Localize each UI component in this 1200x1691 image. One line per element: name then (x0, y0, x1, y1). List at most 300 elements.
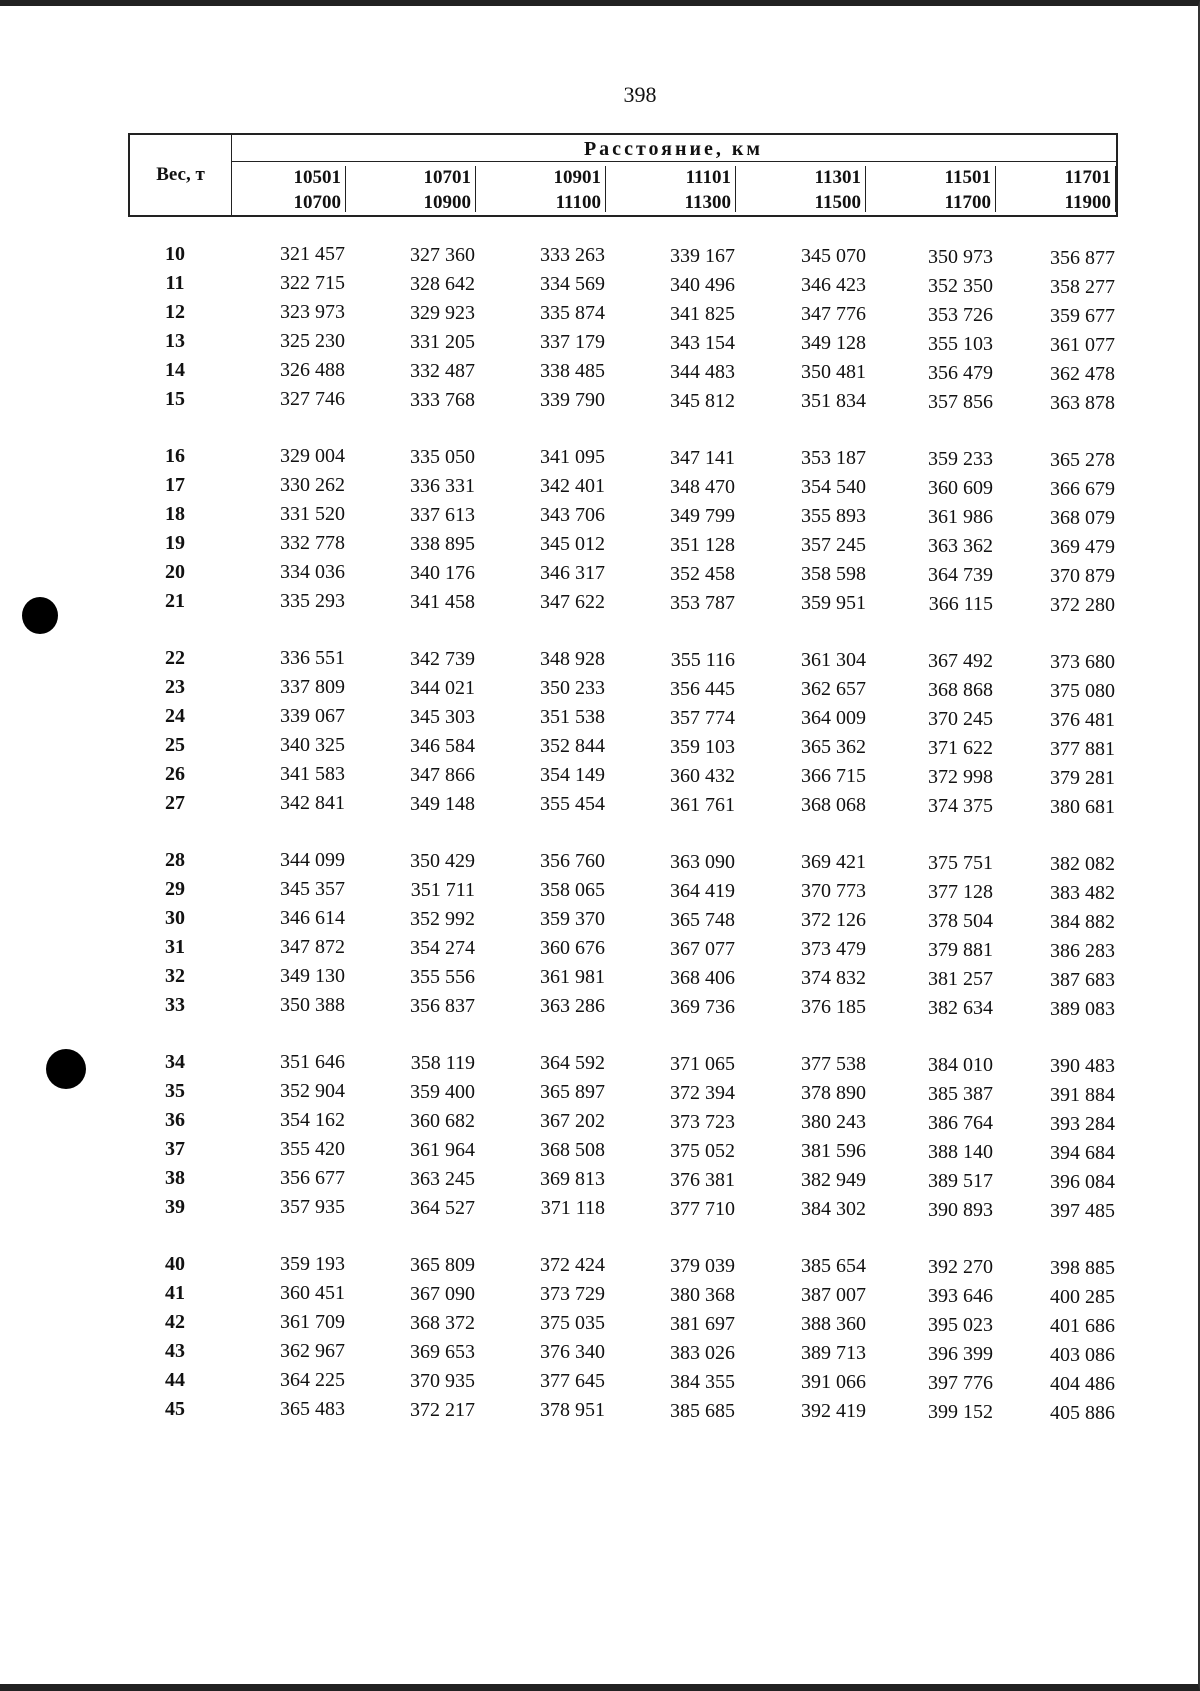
price-cell: 344 099 (280, 849, 345, 871)
price-cell: 341 095 (540, 446, 605, 469)
weight-cell: 25 (165, 734, 185, 756)
table-row (0, 388, 1200, 416)
price-cell: 363 362 (928, 535, 993, 557)
price-cell: 372 998 (928, 766, 993, 788)
price-cell: 367 202 (540, 1110, 605, 1133)
price-cell: 392 270 (928, 1256, 993, 1278)
table-row (0, 445, 1200, 473)
price-cell: 375 052 (670, 1139, 735, 1162)
price-cell: 364 225 (280, 1369, 345, 1391)
price-cell: 356 837 (410, 994, 475, 1017)
price-cell: 348 470 (670, 475, 735, 498)
price-cell: 323 973 (280, 301, 345, 323)
weight-cell: 21 (165, 590, 185, 612)
price-cell: 337 809 (280, 676, 345, 698)
weight-cell: 33 (165, 994, 185, 1016)
price-cell: 329 923 (410, 301, 475, 324)
price-cell: 367 492 (928, 650, 993, 672)
price-cell: 380 243 (801, 1111, 866, 1134)
price-cell: 342 841 (280, 792, 345, 814)
price-cell: 389 713 (801, 1342, 866, 1365)
distance-to: 11500 (814, 192, 861, 213)
price-cell: 356 479 (928, 362, 993, 384)
weight-cell: 39 (165, 1196, 185, 1218)
price-cell: 335 874 (540, 302, 605, 325)
price-cell: 327 746 (280, 388, 345, 410)
header-divider (231, 161, 1116, 162)
price-cell: 356 877 (1050, 246, 1115, 269)
price-cell: 368 406 (670, 966, 735, 989)
price-cell: 358 277 (1050, 275, 1115, 298)
price-cell: 383 026 (670, 1341, 735, 1364)
price-cell: 382 082 (1050, 852, 1115, 875)
price-cell: 384 302 (801, 1198, 866, 1221)
price-cell: 361 981 (540, 966, 605, 989)
table-row (0, 474, 1200, 502)
price-cell: 366 715 (801, 765, 866, 788)
price-cell: 372 126 (801, 909, 866, 932)
price-cell: 372 424 (540, 1254, 605, 1277)
price-cell: 364 419 (670, 879, 735, 902)
distance-from: 11501 (944, 167, 991, 188)
weight-cell: 35 (165, 1080, 185, 1102)
price-cell: 383 482 (1050, 881, 1115, 904)
price-cell: 376 340 (540, 1341, 605, 1364)
price-cell: 350 429 (410, 849, 475, 872)
table-row (0, 1282, 1200, 1310)
price-cell: 404 486 (1050, 1372, 1115, 1395)
price-cell: 397 485 (1050, 1199, 1115, 1222)
price-cell: 372 217 (410, 1398, 475, 1421)
distance-to: 10700 (293, 192, 341, 213)
weight-cell: 16 (165, 445, 185, 467)
distance-from: 11101 (685, 167, 731, 188)
weight-cell: 27 (165, 792, 185, 814)
price-cell: 352 904 (280, 1080, 345, 1102)
price-cell: 363 286 (540, 995, 605, 1018)
weight-cell: 13 (165, 330, 185, 352)
price-cell: 359 193 (280, 1253, 345, 1275)
price-cell: 349 128 (801, 332, 866, 355)
price-cell: 336 331 (410, 474, 475, 497)
price-cell: 397 776 (928, 1372, 993, 1394)
price-cell: 346 584 (410, 734, 475, 757)
price-cell: 379 281 (1050, 766, 1115, 789)
price-cell: 360 676 (540, 937, 605, 960)
price-cell: 347 776 (801, 303, 866, 326)
price-cell: 354 274 (410, 936, 475, 959)
price-cell: 381 596 (801, 1140, 866, 1163)
price-cell: 364 739 (928, 564, 993, 586)
price-cell: 357 856 (928, 391, 993, 413)
price-cell: 372 280 (1050, 593, 1115, 616)
price-cell: 360 432 (670, 764, 735, 787)
price-cell: 354 162 (280, 1109, 345, 1131)
table-row (0, 878, 1200, 906)
price-cell: 351 711 (410, 878, 475, 901)
price-cell: 391 884 (1050, 1083, 1115, 1106)
price-cell: 347 141 (670, 446, 735, 469)
price-cell: 333 263 (540, 244, 605, 267)
weight-cell: 34 (165, 1051, 185, 1073)
price-cell: 345 012 (540, 533, 605, 556)
price-cell: 368 079 (1050, 506, 1115, 529)
price-cell: 374 832 (801, 967, 866, 990)
price-cell: 377 538 (801, 1053, 866, 1076)
price-cell: 350 973 (928, 246, 993, 268)
price-cell: 368 508 (540, 1139, 605, 1162)
price-cell: 339 167 (670, 244, 735, 267)
price-cell: 338 895 (410, 532, 475, 555)
table-row (0, 1138, 1200, 1166)
price-cell: 377 645 (540, 1370, 605, 1393)
price-cell: 337 179 (540, 331, 605, 354)
price-cell: 354 149 (540, 764, 605, 787)
price-cell: 325 230 (280, 330, 345, 352)
price-cell: 388 140 (928, 1141, 993, 1163)
column-divider (475, 166, 476, 212)
price-cell: 378 504 (928, 910, 993, 932)
weight-cell: 28 (165, 849, 185, 871)
price-cell: 364 009 (801, 707, 866, 730)
weight-cell: 29 (165, 878, 185, 900)
price-cell: 359 677 (1050, 304, 1115, 327)
price-cell: 351 538 (540, 706, 605, 729)
price-cell: 362 657 (801, 678, 866, 701)
price-cell: 389 083 (1050, 997, 1115, 1020)
table-row (0, 532, 1200, 560)
price-cell: 358 065 (540, 879, 605, 902)
price-cell: 385 387 (928, 1083, 993, 1105)
page-number: 398 (623, 82, 657, 107)
table-row (0, 849, 1200, 877)
column-divider (605, 166, 606, 212)
price-cell: 364 592 (540, 1052, 605, 1075)
price-cell: 381 697 (670, 1312, 735, 1335)
price-cell: 355 893 (801, 505, 866, 528)
price-cell: 361 077 (1050, 333, 1115, 356)
price-cell: 352 992 (410, 907, 475, 930)
price-cell: 390 893 (928, 1199, 993, 1221)
weight-cell: 10 (165, 243, 185, 265)
price-cell: 348 928 (540, 648, 605, 671)
table-row (0, 734, 1200, 762)
price-cell: 368 372 (410, 1311, 475, 1334)
table-row (0, 1109, 1200, 1137)
table-row (0, 1080, 1200, 1108)
price-cell: 345 812 (670, 389, 735, 412)
price-cell: 352 844 (540, 735, 605, 758)
price-cell: 367 090 (410, 1282, 475, 1305)
weight-column-header: Вес, т (156, 164, 205, 185)
weight-cell: 42 (165, 1311, 185, 1333)
price-cell: 351 128 (670, 533, 735, 556)
price-cell: 351 834 (801, 390, 866, 413)
price-cell: 362 967 (280, 1340, 345, 1362)
price-cell: 385 654 (801, 1255, 866, 1278)
weight-cell: 19 (165, 532, 185, 554)
column-divider (1115, 166, 1116, 212)
table-row (0, 792, 1200, 820)
weight-cell: 24 (165, 705, 185, 727)
table-row (0, 936, 1200, 964)
price-cell: 373 723 (670, 1110, 735, 1133)
price-cell: 327 360 (410, 243, 475, 266)
price-cell: 365 748 (670, 908, 735, 931)
weight-cell: 17 (165, 474, 185, 496)
price-cell: 370 773 (801, 880, 866, 903)
price-cell: 405 886 (1050, 1401, 1115, 1424)
price-cell: 355 420 (280, 1138, 345, 1160)
price-cell: 373 680 (1050, 650, 1115, 673)
price-cell: 346 317 (540, 562, 605, 585)
price-cell: 328 642 (410, 272, 475, 295)
price-cell: 343 706 (540, 504, 605, 527)
column-divider (865, 166, 866, 212)
table-row (0, 1311, 1200, 1339)
weight-cell: 31 (165, 936, 185, 958)
price-cell: 333 768 (410, 388, 475, 411)
price-cell: 346 614 (280, 907, 345, 929)
table-row (0, 994, 1200, 1022)
price-cell: 352 350 (928, 275, 993, 297)
price-cell: 342 401 (540, 475, 605, 498)
price-cell: 335 050 (410, 445, 475, 468)
price-cell: 359 370 (540, 908, 605, 931)
price-cell: 394 684 (1050, 1141, 1115, 1164)
price-cell: 363 245 (410, 1167, 475, 1190)
weight-cell: 20 (165, 561, 185, 583)
table-row (0, 1369, 1200, 1397)
price-cell: 386 764 (928, 1112, 993, 1134)
price-cell: 357 245 (801, 534, 866, 557)
distance-to: 11100 (555, 192, 601, 213)
price-cell: 365 897 (540, 1081, 605, 1104)
price-cell: 363 090 (670, 850, 735, 873)
price-cell: 396 399 (928, 1343, 993, 1365)
price-cell: 361 964 (410, 1138, 475, 1161)
price-cell: 350 388 (280, 994, 345, 1016)
price-cell: 332 487 (410, 359, 475, 382)
price-cell: 380 681 (1050, 795, 1115, 818)
weight-cell: 30 (165, 907, 185, 929)
price-cell: 355 454 (540, 793, 605, 816)
price-cell: 378 951 (540, 1399, 605, 1422)
weight-cell: 12 (165, 301, 185, 323)
price-cell: 359 103 (670, 735, 735, 758)
price-cell: 377 710 (670, 1197, 735, 1220)
price-cell: 373 479 (801, 938, 866, 961)
weight-cell: 15 (165, 388, 185, 410)
price-cell: 385 685 (670, 1399, 735, 1422)
price-cell: 346 423 (801, 274, 866, 297)
price-cell: 375 080 (1050, 679, 1115, 702)
price-cell: 370 935 (410, 1369, 475, 1392)
distance-from: 10701 (423, 167, 471, 188)
price-cell: 399 152 (928, 1401, 993, 1423)
weight-cell: 23 (165, 676, 185, 698)
price-cell: 369 421 (801, 851, 866, 874)
price-cell: 347 866 (410, 763, 475, 786)
distance-column-header (611, 165, 731, 215)
distance-from: 10501 (293, 167, 341, 188)
price-cell: 384 355 (670, 1370, 735, 1393)
weight-cell: 41 (165, 1282, 185, 1304)
price-cell: 340 176 (410, 561, 475, 584)
price-cell: 391 066 (801, 1371, 866, 1394)
price-cell: 369 653 (410, 1340, 475, 1363)
weight-cell: 22 (165, 647, 185, 669)
price-cell: 341 458 (410, 590, 475, 613)
price-cell: 376 381 (670, 1168, 735, 1191)
price-cell: 382 949 (801, 1169, 866, 1192)
price-cell: 371 118 (540, 1197, 605, 1220)
price-cell: 377 128 (928, 881, 993, 903)
weight-cell: 45 (165, 1398, 185, 1420)
price-cell: 349 130 (280, 965, 345, 987)
distance-to: 11900 (1064, 192, 1111, 213)
price-cell: 371 065 (670, 1052, 735, 1075)
price-cell: 393 284 (1050, 1112, 1115, 1135)
price-cell: 403 086 (1050, 1343, 1115, 1366)
price-cell: 361 986 (928, 506, 993, 528)
price-cell: 370 245 (928, 708, 993, 730)
price-cell: 340 496 (670, 273, 735, 296)
weight-cell: 37 (165, 1138, 185, 1160)
price-cell: 341 583 (280, 763, 345, 785)
price-cell: 344 021 (410, 676, 475, 699)
table-row (0, 503, 1200, 531)
price-cell: 384 882 (1050, 910, 1115, 933)
price-cell: 359 400 (410, 1080, 475, 1103)
table-row (0, 1340, 1200, 1368)
price-cell: 381 257 (928, 968, 993, 990)
distance-caption: Расстояние, км (583, 138, 764, 160)
price-cell: 400 285 (1050, 1285, 1115, 1308)
price-cell: 369 736 (670, 995, 735, 1018)
distance-column-header (991, 165, 1111, 215)
weight-cell: 44 (165, 1369, 185, 1391)
price-cell: 390 483 (1050, 1054, 1115, 1077)
table-row (0, 590, 1200, 618)
distance-from: 11301 (814, 167, 861, 188)
price-cell: 376 481 (1050, 708, 1115, 731)
price-cell: 321 457 (280, 243, 345, 265)
price-cell: 343 154 (670, 331, 735, 354)
price-cell: 336 551 (280, 647, 345, 669)
price-cell: 342 739 (410, 647, 475, 670)
price-cell: 361 304 (801, 649, 866, 672)
weight-cell: 11 (165, 272, 185, 294)
price-cell: 360 451 (280, 1282, 345, 1304)
table-row (0, 243, 1200, 271)
distance-column-header (871, 165, 991, 215)
price-cell: 345 357 (280, 878, 345, 900)
price-cell: 388 360 (801, 1313, 866, 1336)
distance-column-header (481, 165, 601, 215)
price-cell: 372 394 (670, 1081, 735, 1104)
distance-from: 10901 (553, 167, 601, 188)
price-cell: 356 677 (280, 1167, 345, 1189)
price-cell: 384 010 (928, 1054, 993, 1076)
price-cell: 379 881 (928, 939, 993, 961)
table-row (0, 705, 1200, 733)
price-cell: 359 951 (801, 592, 866, 615)
table-row (0, 272, 1200, 300)
table-row (0, 330, 1200, 358)
table-row (0, 763, 1200, 791)
price-cell: 379 039 (670, 1254, 735, 1277)
price-cell: 360 609 (928, 477, 993, 499)
table-row (0, 1167, 1200, 1195)
price-cell: 334 569 (540, 273, 605, 296)
distance-from: 11701 (1064, 167, 1111, 188)
distance-to: 10900 (423, 192, 471, 213)
price-cell: 358 598 (801, 563, 866, 586)
price-cell: 382 634 (928, 997, 993, 1019)
price-cell: 393 646 (928, 1285, 993, 1307)
table-row (0, 1051, 1200, 1079)
weight-cell: 18 (165, 503, 185, 525)
weight-cell: 14 (165, 359, 185, 381)
distance-column-header (741, 165, 861, 215)
price-cell: 351 646 (280, 1051, 345, 1073)
weight-cell: 26 (165, 763, 185, 785)
weight-cell: 38 (165, 1167, 185, 1189)
price-cell: 349 148 (410, 792, 475, 815)
price-cell: 398 885 (1050, 1256, 1115, 1279)
price-cell: 366 679 (1050, 477, 1115, 500)
price-cell: 322 715 (280, 272, 345, 294)
price-cell: 373 729 (540, 1283, 605, 1306)
price-cell: 363 878 (1050, 391, 1115, 414)
price-cell: 365 278 (1050, 448, 1115, 471)
price-cell: 353 787 (670, 591, 735, 614)
price-cell: 355 103 (928, 333, 993, 355)
price-cell: 375 035 (540, 1312, 605, 1335)
price-cell: 353 726 (928, 304, 993, 326)
price-cell: 355 556 (410, 965, 475, 988)
price-cell: 361 761 (670, 793, 735, 816)
price-cell: 386 283 (1050, 939, 1115, 962)
price-cell: 332 778 (280, 532, 345, 554)
price-cell: 326 488 (280, 359, 345, 381)
price-cell: 350 481 (801, 361, 866, 384)
price-cell: 354 540 (801, 476, 866, 499)
column-divider (735, 166, 736, 212)
price-cell: 347 872 (280, 936, 345, 958)
price-cell: 401 686 (1050, 1314, 1115, 1337)
price-cell: 370 879 (1050, 564, 1115, 587)
price-cell: 375 751 (928, 852, 993, 874)
price-cell: 369 813 (540, 1168, 605, 1191)
price-cell: 366 115 (928, 593, 993, 615)
table-header (128, 133, 1118, 217)
table-row (0, 647, 1200, 675)
price-cell: 334 036 (280, 561, 345, 583)
price-cell: 353 187 (801, 447, 866, 470)
price-cell: 395 023 (928, 1314, 993, 1336)
weight-cell: 40 (165, 1253, 185, 1275)
price-cell: 365 809 (410, 1253, 475, 1276)
price-cell: 362 478 (1050, 362, 1115, 385)
table-row (0, 359, 1200, 387)
price-cell: 357 935 (280, 1196, 345, 1218)
price-cell: 359 233 (928, 448, 993, 470)
price-cell: 345 303 (410, 705, 475, 728)
price-cell: 365 362 (801, 736, 866, 759)
price-cell: 344 483 (670, 360, 735, 383)
